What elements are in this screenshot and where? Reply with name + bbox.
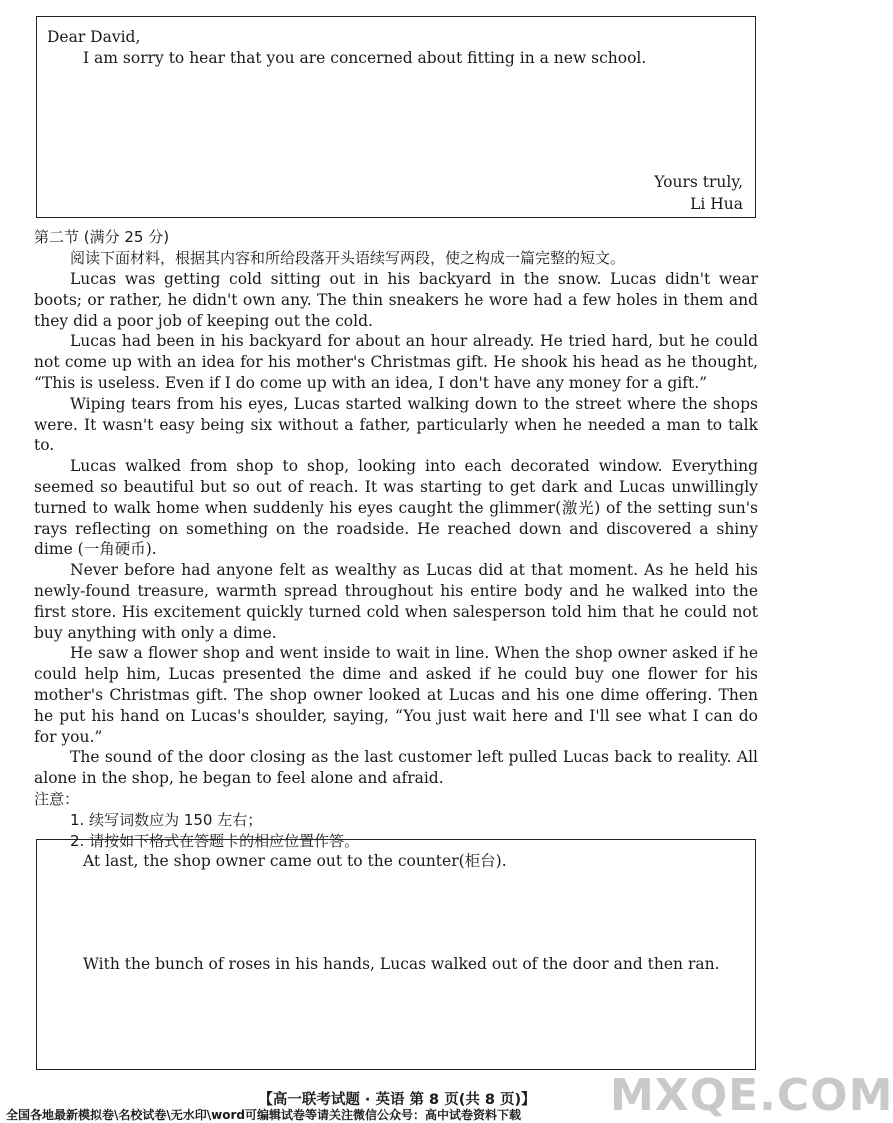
- notes-label: 注意：: [34, 789, 80, 808]
- passage: [34, 269, 758, 851]
- letter-opening: I am sorry to hear that you are concerned about fitting in a new school.: [83, 49, 647, 67]
- passage-paragraph: He saw a flower shop and went inside to wait in line. When the shop owner asked if he could help him, Lucas presented the dime and asked if he could buy one flower for his mother's Christmas gift. The shop owner looked at Lucas and his one dime offering. Then he put his hand on Lucas's shoulder, saying, “You just wait here and I'll see what I can do for you.”: [34, 644, 758, 746]
- passage-paragraph: Lucas walked from shop to shop, looking into each decorated window. Everything seemed so beautiful but so out of reach. It was starting to get dark and Lucas unwillingly turned to walk home when suddenly his eyes caught the glimmer(激光) of the setting sun's rays reflecting on something on the roadside. He reached down and discovered a shiny dime (一角硬币).: [34, 457, 758, 559]
- answer-box: [36, 839, 756, 1070]
- passage-paragraph: Never before had anyone felt as wealthy as Lucas did at that moment. As he held his newly-found treasure, warmth spread throughout his entire body and he walked into the first store. His excitement quickly turned cold when salesperson told him that he could not buy anything with only a dime.: [34, 561, 758, 642]
- answer-start-1: At last, the shop owner came out to the counter(柜台).: [83, 852, 507, 870]
- section-header: [34, 227, 758, 269]
- bottom-strip: 全国各地最新模拟卷\名校试卷\无水印\word可编辑试卷等请关注微信公众号：高中试卷资料下载: [6, 1108, 521, 1122]
- letter-box: [36, 16, 756, 218]
- section-instruction: 阅读下面材料，根据其内容和所给段落开头语续写两段，使之构成一篇完整的短文。: [70, 248, 626, 267]
- passage-paragraph: Lucas had been in his backyard for about an hour already. He tried hard, but he could not come up with an idea for his mother's Christmas gift. He shook his head as he thought, “This is useless. Even if I do come up with an idea, I don't have any money for a gift.”: [34, 332, 758, 392]
- section-heading: 第二节 (满分 25 分): [34, 228, 170, 246]
- answer-start-2: With the bunch of roses in his hands, Lucas walked out of the door and then ran.: [83, 955, 720, 973]
- page-footer: 【高一联考试题 · 英语 第 8 页(共 8 页)】: [258, 1092, 536, 1108]
- note-item: 2. 请按如下格式在答题卡的相应位置作答。: [70, 831, 360, 850]
- letter-signature: Li Hua: [690, 195, 743, 213]
- letter-salutation: Dear David,: [47, 28, 141, 46]
- letter-closing: Yours truly,: [654, 173, 743, 191]
- passage-paragraph: Wiping tears from his eyes, Lucas started walking down to the street where the shops were. It wasn't easy being six without a father, particularly when he needed a man to talk to.: [34, 394, 758, 455]
- passage-paragraph: Lucas was getting cold sitting out in his backyard in the snow. Lucas didn't wear boots; or rather, he didn't own any. The thin sneakers he wore had a few holes in them and they did a poor job of keeping out the cold.: [34, 270, 758, 330]
- corner-watermark: MXQE.COM: [610, 1070, 893, 1121]
- passage-paragraph: The sound of the door closing as the last customer left pulled Lucas back to reality. All alone in the shop, he began to feel alone and afraid.: [34, 748, 758, 788]
- note-item: 1. 续写词数应为 150 左右；: [70, 810, 263, 829]
